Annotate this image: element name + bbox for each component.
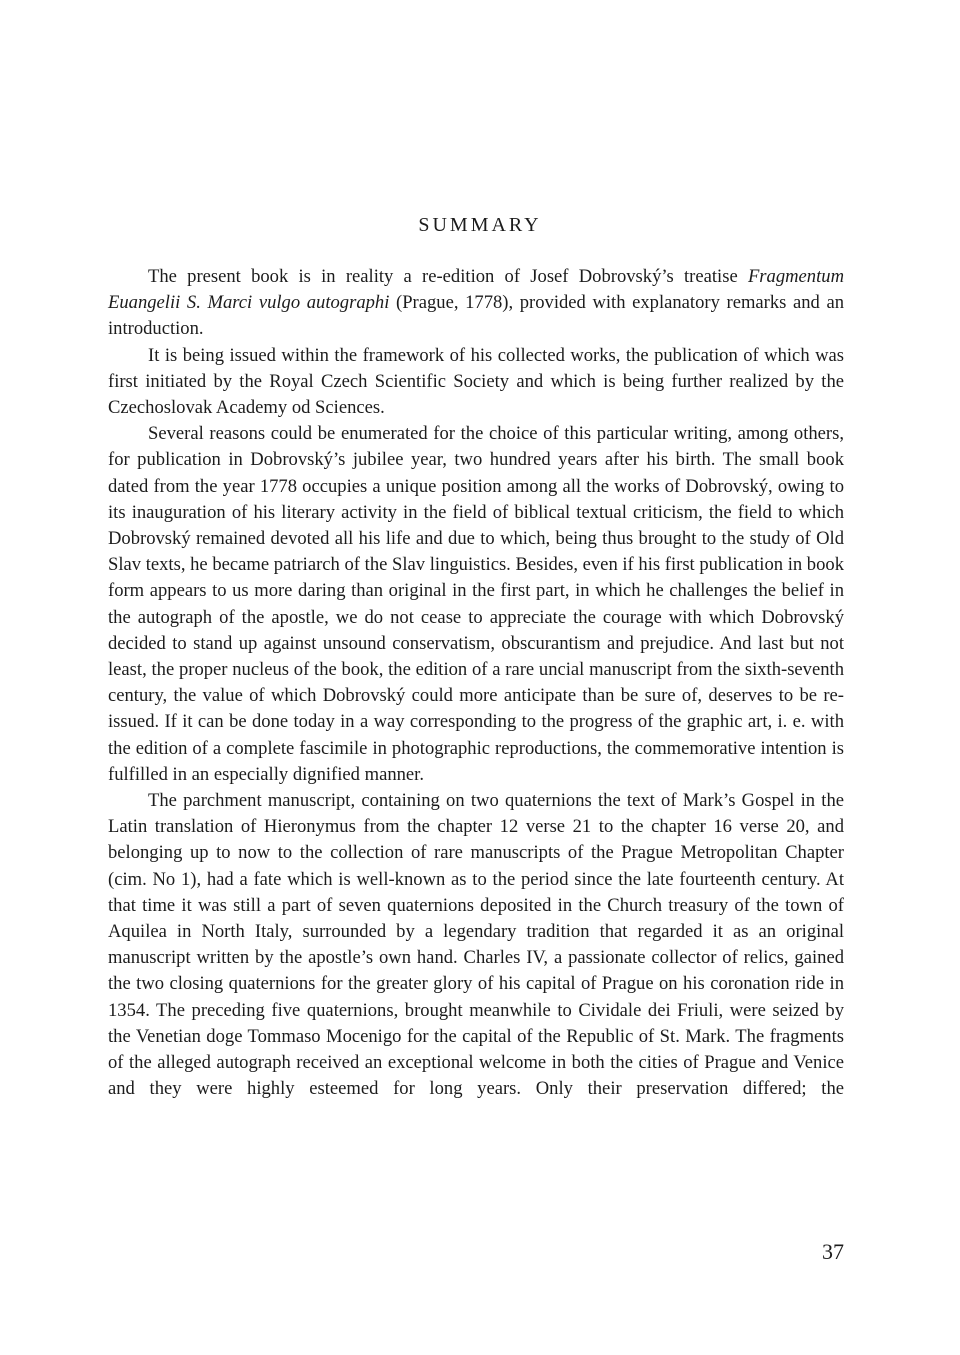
treatise-title: Fragmentum Euangelii S. Marci vulgo autographi bbox=[108, 266, 844, 314]
paragraph-manuscript: The parchment manuscript, containing on two quaternions the text of Mark’s Gospel in the Latin translation of Hieronymus from the chapter 12 verse 21 to the chapter 16 verse 20, and belonging up to now to the collection of rare manuscripts of the Prague Metropolitan Chapter (cim. No 1), had a fate which is well-known as to the period since the late fourteenth century. At that time it was still a part of seven quaternions deposited in the Church treasury of the town of Aquilea in North Italy, surrounded by a legendary tradition that regarded it as an original manuscript written by the apostle’s own hand. Charles IV, a passionate collector of relics, gained the two closing quaternions for the greater glory of his capital of Prague on his coronation ride in 1354. The preceding five quaternions, brought meanwhile to Cividale dei Friuli, were seized by the Venetian doge Tommaso Mocenigo for the capital of the Republic of St. Mark. The fragments of the alleged autograph received an exceptional welcome in both the cities of Prague and Venice and they were highly esteemed for long years. Only their preservation differed; the bbox=[108, 790, 844, 1100]
paragraph-collected-works: It is being issued within the framework of his collected works, the publication of which was first initiated by the Royal Czech Scientific Society and which is being further realized by the Czechoslovak Academy od Sciences. bbox=[108, 344, 844, 419]
page-number: 37 bbox=[822, 1239, 844, 1264]
paragraph-intro-text-after: (Prague, 1778), provided with explanatory remarks and an introduction. bbox=[108, 292, 845, 340]
paragraph-intro bbox=[108, 264, 844, 343]
summary-heading: SUMMARY bbox=[418, 214, 542, 236]
paragraph-intro-text-before: The present book is in reality a re-edition of Josef Dobrovský’s treatise bbox=[148, 266, 748, 287]
paragraph-reasons: Several reasons could be enumerated for the choice of this particular writing, among others, for publication in Dobrovský’s jubilee year, two hundred years after his birth. The small book dated from the year 1778 occupies a unique position among all the works of Dobrovský, owing to its inauguration of his literary activity in the field of biblical textual criticism, the field to which Dobrovský remained devoted all his life and due to which, being thus brought to the study of Old Slav texts, he became patriarch of the Slav linguistics. Besides, even if his first publication in book form appears to us more daring than original in the first part, in which he challenges the belief in the autograph of the apostle, we do not cease to appreciate the courage with which Dobrovský decided to stand up against unsound conservatism, obscurantism and prejudice. And last but not least, the proper nucleus of the book, the edition of a rare uncial manuscript from the sixth-seventh century, the value of which Dobrovský could more anticipate than be sure of, deserves to be re-issued. If it can be done today in a way corresponding to the progress of the graphic art, i. e. with the edition of a complete fascimile in photographic reproductions, the commemorative intention is fulfilled in an especially dignified manner. bbox=[108, 423, 844, 785]
summary-body bbox=[108, 264, 844, 1103]
